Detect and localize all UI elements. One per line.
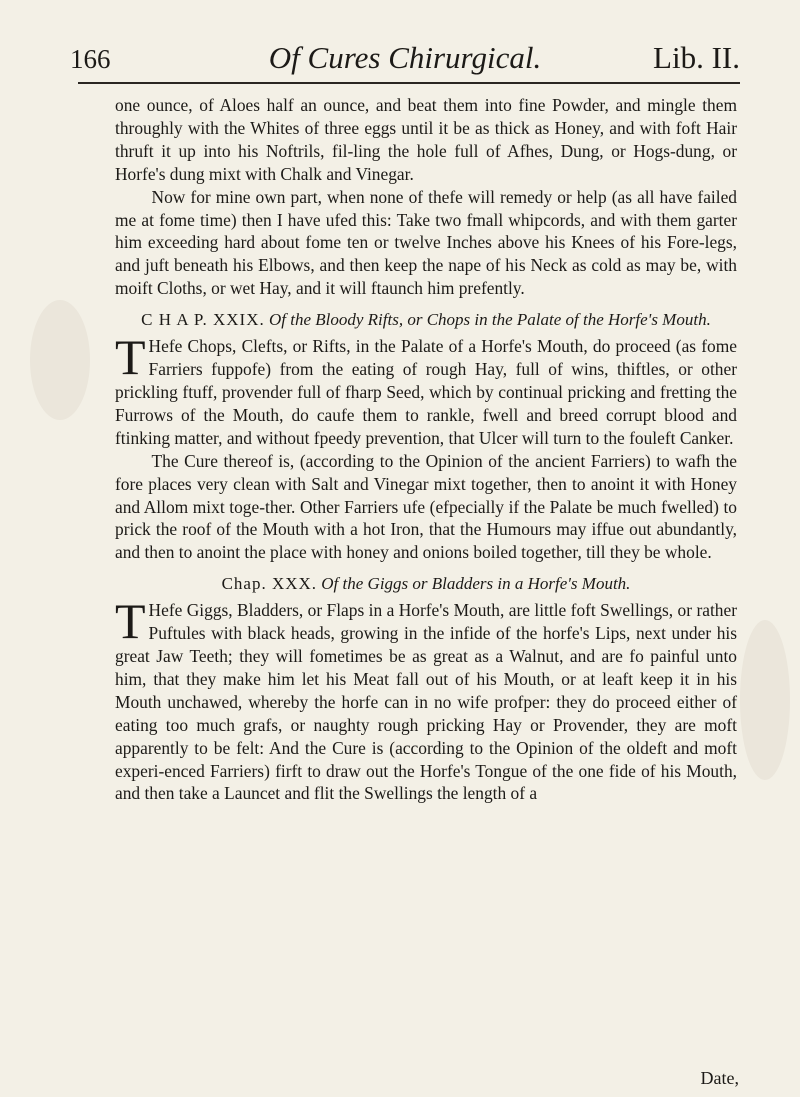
chapter-number: Chap. XXX. xyxy=(221,574,318,594)
paragraph: Now for mine own part, when none of thefe will remedy or help (as all have failed me at fome time) then I have ufed this: Take two fmall whipcords, and with them garter him exceeding hard about fome ten or twelve Inches above his Knees of his Fore-legs, and juft beneath his Elbows, and then keep the nape of his Neck as cold as may be, with moift Cloths, or wet Hay, and it will ftaunch him prefently. xyxy=(115,186,737,299)
paper-stain xyxy=(740,620,790,780)
chapter-title: Of the Giggs or Bladders in a Horfe's Mouth. xyxy=(321,574,631,594)
page-number: 166 xyxy=(70,44,111,74)
paragraph: The Cure thereof is, (according to the Opinion of the ancient Farriers) to wafh the fore places very clean with Salt and Vinegar mixt together, then to anoint it with Honey and Allom mixt toge-ther. Other Farriers ufe (efpecially if the Palate be much fwelled) to prick the roof of the Mouth with a hot Iron, that the Humours may iffue out abundantly, and then to anoint the place with honey and onions boiled together, till they be whole. xyxy=(115,450,737,563)
catchword: Date, xyxy=(700,1068,739,1088)
chapter-number: C H A P. XXIX. xyxy=(141,310,265,330)
paragraph: THefe Giggs, Bladders, or Flaps in a Horfe's Mouth, are little foft Swellings, or rather Puftules with black heads, growing in the infide of the horfe's Lips, next under his great Jaw Teeth; they will fometimes be as great as a Walnut, and are fo painful unto him, that they make him let his Meat fall out of his Mouth, or at leaft keep it in his Mouth unchawed, whereby the horfe can in no wife profper: they do proceed either of eating too much grafs, or naughty rough pricking Hay or Provender, they are moft apparently to be felt: And the Cure is (according to the Opinion of the oldeft and moft experi-enced Farriers) firft to draw out the Horfe's Tongue of the one fide of his Mouth, and then take a Launcet and flit the Swellings the length of a xyxy=(115,593,737,804)
page-body xyxy=(115,94,737,805)
paragraph: THefe Chops, Clefts, or Rifts, in the Palate of a Horfe's Mouth, do proceed (as fome Farriers fuppofe) from the eating of rough Hay, full of wins, thiftles, or other prickling ftuff, provender full of fharp Seed, which by continual pricking and fretting the Furrows of the Mouth, do caufe them to rankle, fwell and breed corrupt blood and ftinking matter, and without fpeedy prevention, that Ulcer will turn to the fouleft Canker. xyxy=(115,329,737,448)
chapter-heading xyxy=(115,573,737,594)
running-title: Of Cures Chirurgical. xyxy=(268,40,542,75)
chapter-title: Of the Bloody Rifts, or Chops in the Palate of the Horfe's Mouth. xyxy=(269,310,711,330)
chapter-heading xyxy=(115,309,737,330)
paper-stain xyxy=(30,300,90,420)
header-rule xyxy=(78,82,740,84)
book-reference: Lib. II. xyxy=(653,40,740,75)
page-header xyxy=(70,14,740,74)
paragraph: one ounce, of Aloes half an ounce, and beat them into fine Powder, and mingle them throughly with the Whites of three eggs until it be as thick as Honey, and with foft Hair thruft it up into his Noftrils, fil-ling the hole full of Afhes, Dung, or Hogs-dung, or Horfe's dung mixt with Chalk and Vinegar. xyxy=(115,95,737,184)
